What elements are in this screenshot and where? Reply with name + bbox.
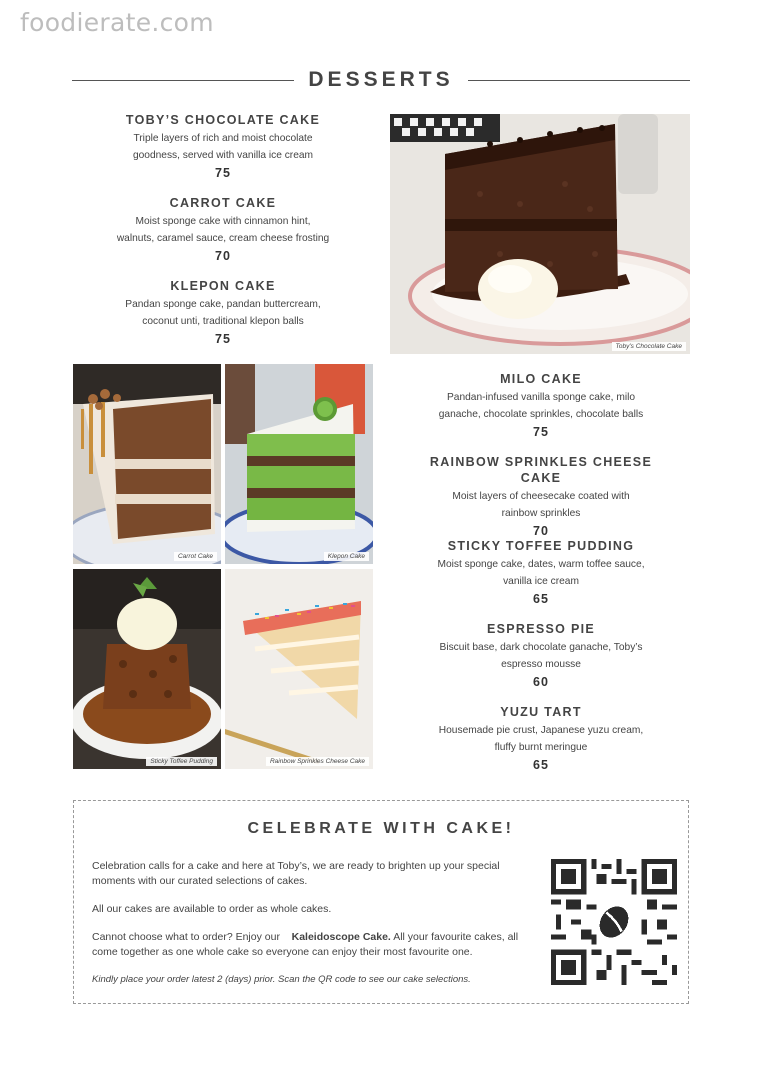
rainbow-cake-photo bbox=[225, 569, 373, 769]
sticky-toffee-illustration bbox=[73, 569, 221, 769]
menu-item-desc: coconut unti, traditional klepon balls bbox=[142, 316, 304, 327]
section-title: DESSERTS bbox=[308, 68, 454, 91]
watermark: foodierate.com bbox=[20, 8, 214, 37]
menu-item-desc: Biscuit base, dark chocolate ganache, Toby’s bbox=[439, 642, 643, 653]
chocolate-cake-photo bbox=[390, 114, 690, 354]
celebrate-paragraph: All our cakes are available to order as whole cakes. bbox=[92, 903, 332, 915]
menu-item-desc: Triple layers of rich and moist chocolate bbox=[133, 133, 313, 144]
menu-item bbox=[410, 704, 672, 773]
chocolate-cake-illustration bbox=[390, 114, 690, 354]
menu-item bbox=[410, 454, 672, 539]
divider-line bbox=[468, 80, 690, 81]
photo-caption: Rainbow Sprinkles Cheese Cake bbox=[266, 757, 369, 766]
menu-item-price: 65 bbox=[533, 592, 549, 606]
menu-item bbox=[410, 621, 672, 690]
photo-caption: Klepon Cake bbox=[324, 552, 369, 561]
menu-item-desc: Moist sponge cake with cinnamon hint, bbox=[135, 216, 311, 227]
menu-item-price: 60 bbox=[533, 675, 549, 689]
celebrate-note: Kindly place your order latest 2 (days) prior. Scan the QR code to see our cake selections. bbox=[92, 974, 471, 985]
menu-item-desc: vanilla ice cream bbox=[503, 576, 579, 587]
menu-item-desc: rainbow sprinkles bbox=[501, 508, 581, 519]
menu-item-desc: ganache, chocolate sprinkles, chocolate balls bbox=[438, 409, 644, 420]
photo-caption: Toby’s Chocolate Cake bbox=[612, 342, 687, 351]
menu-item-name: YUZU TART bbox=[500, 705, 582, 719]
menu-item-name: CARROT CAKE bbox=[169, 196, 277, 210]
klepon-cake-illustration bbox=[225, 364, 373, 564]
menu-item bbox=[100, 112, 346, 181]
photo-caption: Sticky Toffee Pudding bbox=[146, 757, 217, 766]
menu-item bbox=[410, 371, 672, 440]
menu-item-desc: Pandan sponge cake, pandan buttercream, bbox=[125, 299, 321, 310]
menu-item-name: KLEPON CAKE bbox=[170, 279, 276, 293]
menu-item bbox=[100, 278, 346, 347]
menu-item bbox=[410, 538, 672, 607]
menu-item-desc: espresso mousse bbox=[501, 659, 581, 670]
menu-item-name: RAINBOW SPRINKLES CHEESE CAKE bbox=[429, 455, 653, 485]
celebrate-text: All your favourite cakes, all come together as one whole cake so everyone can enjoy their most favourite one. bbox=[92, 931, 519, 958]
menu-item-price: 65 bbox=[533, 758, 549, 772]
menu-item-price: 75 bbox=[533, 425, 549, 439]
celebrate-text: Cannot choose what to order? Enjoy our bbox=[92, 931, 280, 943]
menu-item-desc: walnuts, caramel sauce, cream cheese frosting bbox=[116, 233, 330, 244]
menu-item-desc: Moist layers of cheesecake coated with bbox=[452, 491, 630, 502]
menu-item-name: TOBY’S CHOCOLATE CAKE bbox=[125, 113, 321, 127]
menu-item-price: 75 bbox=[215, 332, 231, 346]
menu-item-desc: Pandan-infused vanilla sponge cake, milo bbox=[446, 392, 636, 403]
celebrate-title: CELEBRATE WITH CAKE! bbox=[247, 820, 515, 837]
klepon-cake-photo bbox=[225, 364, 373, 564]
menu-item-name: ESPRESSO PIE bbox=[487, 622, 595, 636]
menu-item-desc: Housemade pie crust, Japanese yuzu cream, bbox=[438, 725, 644, 736]
photo-caption: Carrot Cake bbox=[174, 552, 217, 561]
menu-item bbox=[100, 195, 346, 264]
menu-item-name: MILO CAKE bbox=[500, 372, 582, 386]
menu-item-price: 70 bbox=[533, 524, 549, 538]
section-header bbox=[72, 66, 690, 96]
carrot-cake-photo bbox=[73, 364, 221, 564]
menu-item-price: 75 bbox=[215, 166, 231, 180]
kaleidoscope-cake-name: Kaleidoscope Cake. bbox=[291, 931, 391, 943]
celebrate-paragraph bbox=[92, 930, 537, 959]
carrot-cake-illustration bbox=[73, 364, 221, 564]
sticky-toffee-photo bbox=[73, 569, 221, 769]
celebrate-box bbox=[73, 800, 689, 1004]
rainbow-cake-illustration bbox=[225, 569, 373, 769]
menu-item-desc: goodness, served with vanilla ice cream bbox=[132, 150, 314, 161]
menu-item-price: 70 bbox=[215, 249, 231, 263]
menu-item-name: STICKY TOFFEE PUDDING bbox=[447, 539, 635, 553]
menu-item-desc: fluffy burnt meringue bbox=[494, 742, 588, 753]
menu-item-desc: Moist sponge cake, dates, warm toffee sauce, bbox=[437, 559, 645, 570]
qr-code-icon[interactable] bbox=[551, 859, 677, 985]
celebrate-paragraph: Celebration calls for a cake and here at Toby’s, we are ready to brighten up your special moments with our curated selections of cakes. bbox=[92, 860, 500, 887]
